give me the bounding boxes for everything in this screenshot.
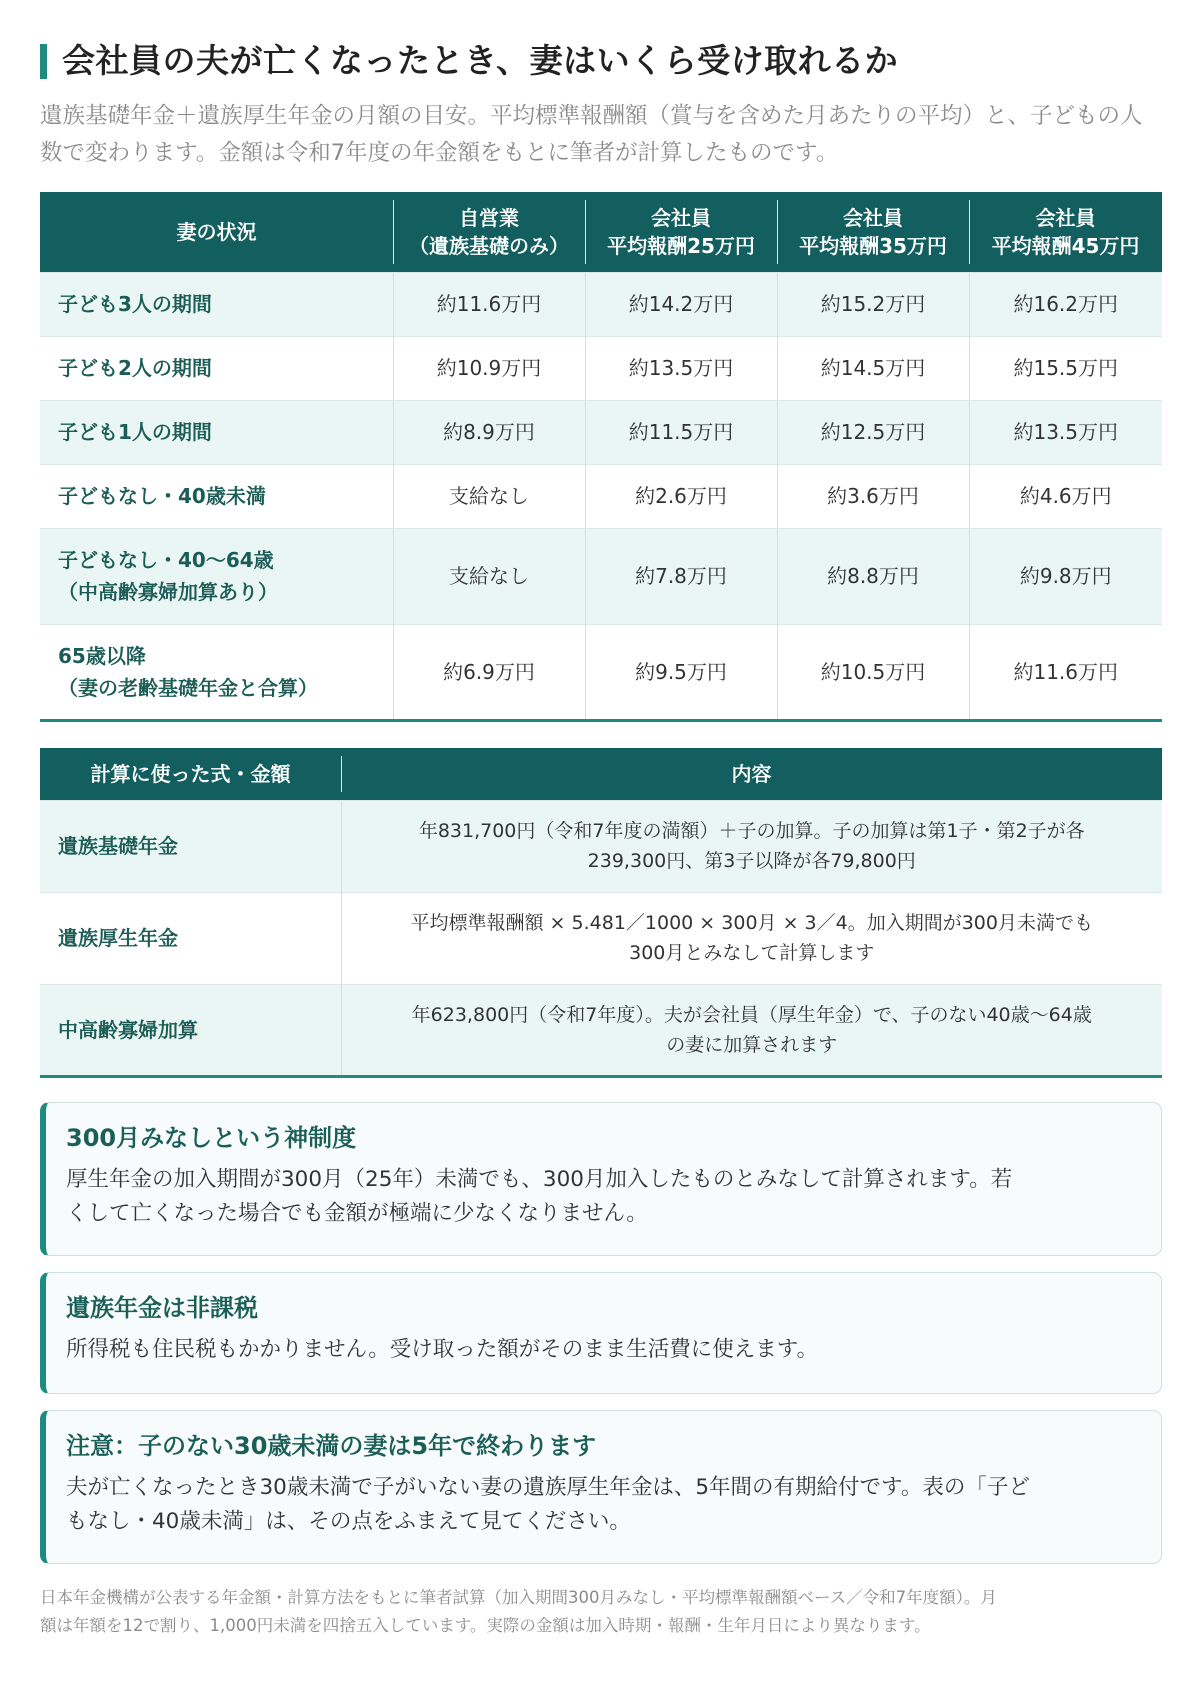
pension-amount-table: [40, 192, 1162, 722]
table-row: [40, 984, 1162, 1076]
table-cell: 約8.9万円: [393, 400, 585, 464]
row-label-text: 子ども3人の期間: [58, 292, 212, 316]
cell-text-line: 300月とみなして計算します: [629, 942, 875, 964]
title-accent-bar: [40, 44, 47, 79]
card-body-line: もなし・40歳未満」は、その点をふまえて見てください。: [66, 1509, 631, 1534]
column-header-wife-status: [40, 192, 393, 272]
table-cell: 約4.6万円: [969, 464, 1162, 528]
row-label: [40, 464, 393, 528]
page-title: 会社員の夫が亡くなったとき、妻はいくら受け取れるか: [62, 41, 899, 80]
footnote-line: 額は年額を12で割り、1,000円未満を四捨五入しています。実際の金額は加入時期・報酬・生年月日により異なります。: [40, 1616, 931, 1635]
column-header-sublabel: 平均報酬35万円: [799, 233, 947, 258]
table-cell: 約14.2万円: [585, 272, 777, 336]
cell-text-line: 年831,700円（令和7年度の満額）＋子の加算。子の加算は第1子・第2子が各: [418, 820, 1085, 842]
card-body: [66, 1471, 1139, 1539]
info-card-tax-free: [40, 1272, 1162, 1394]
row-label: [40, 400, 393, 464]
row-label: [40, 528, 393, 624]
cell-text-line: 平均標準報酬額 × 5.481／1000 × 300月 × 3／4。加入期間が300月未満でも: [410, 912, 1093, 934]
table-cell: [341, 892, 1162, 984]
table-row: [40, 528, 1162, 624]
table-row: [40, 624, 1162, 720]
table-cell: 約10.9万円: [393, 336, 585, 400]
table-cell: 約8.8万円: [777, 528, 969, 624]
table-header-row: [40, 748, 1162, 800]
table-cell: 約6.9万円: [393, 624, 585, 720]
table-cell: 約9.8万円: [969, 528, 1162, 624]
table-row: [40, 336, 1162, 400]
info-card-300-months: [40, 1102, 1162, 1256]
table-cell: 約12.5万円: [777, 400, 969, 464]
column-header-label: 自営業: [459, 205, 519, 230]
column-header-formula: 計算に使った式・金額: [40, 748, 341, 800]
row-label-text: 子ども2人の期間: [58, 356, 212, 380]
table-cell: 約11.6万円: [393, 272, 585, 336]
column-header-employee-35: [777, 192, 969, 272]
table-row: [40, 464, 1162, 528]
table-row: [40, 892, 1162, 984]
column-header-label: 会社員: [1035, 205, 1096, 230]
table-cell: [341, 984, 1162, 1076]
footnote-line: 日本年金機構が公表する年金額・計算方法をもとに筆者試算（加入期間300月みなし・平均標準報酬額ベース／令和7年度額）。月: [40, 1588, 997, 1607]
column-header-sublabel: 平均報酬25万円: [607, 233, 755, 258]
row-label: 遺族基礎年金: [40, 800, 341, 892]
table-cell: 約13.5万円: [585, 336, 777, 400]
table-cell: 約11.6万円: [969, 624, 1162, 720]
table-cell: 支給なし: [393, 528, 585, 624]
card-body-line: 夫が亡くなったとき30歳未満で子がいない妻の遺族厚生年金は、5年間の有期給付です。表の「子ど: [66, 1475, 1030, 1500]
row-label: [40, 336, 393, 400]
table-row: [40, 400, 1162, 464]
column-header-sublabel: （遺族基礎のみ）: [409, 233, 569, 258]
table-cell: 約15.5万円: [969, 336, 1162, 400]
row-label: 遺族厚生年金: [40, 892, 341, 984]
table-header-row: [40, 192, 1162, 272]
calculation-formula-table: [40, 748, 1162, 1078]
column-header-label: 妻の状況: [176, 219, 257, 244]
column-header-self-employed: [393, 192, 585, 272]
column-header-label: 会社員: [651, 205, 711, 230]
column-header-employee-25: [585, 192, 777, 272]
card-body-line: くして亡くなった場合でも金額が極端に少なくなりません。: [66, 1201, 648, 1226]
row-label-text: 子ども1人の期間: [58, 420, 212, 444]
table-cell: 支給なし: [393, 464, 585, 528]
card-title: 300月みなしという神制度: [66, 1124, 357, 1152]
row-label-text: 65歳以降: [58, 643, 146, 668]
column-header-content: 内容: [341, 748, 1162, 800]
table-cell: 約10.5万円: [777, 624, 969, 720]
table-cell: 約2.6万円: [585, 464, 777, 528]
table-cell: 約11.5万円: [585, 400, 777, 464]
table-row: [40, 272, 1162, 336]
table-cell: 約7.8万円: [585, 528, 777, 624]
table-cell: 約9.5万円: [585, 624, 777, 720]
column-header-label: 会社員: [843, 205, 903, 230]
table-cell: [341, 800, 1162, 892]
table-cell: 約13.5万円: [969, 400, 1162, 464]
cell-text-line: の妻に加算されます: [666, 1033, 838, 1056]
card-body-line: 厚生年金の加入期間が300月（25年）未満でも、300月加入したものとみなして計算されます。若: [66, 1167, 1013, 1192]
cell-text-line: 239,300円、第3子以降が各79,800円: [587, 850, 916, 872]
row-label-text: 子どもなし・40〜64歳: [58, 548, 274, 572]
page-subtitle: 遺族基礎年金＋遺族厚生年金の月額の目安。平均標準報酬額（賞与を含めた月あたりの平均）と、子どもの人数で変わります。金額は令和7年度の年金額をもとに筆者が計算したものです。: [40, 103, 1143, 166]
row-label: 中高齢寡婦加算: [40, 984, 341, 1076]
card-title: 遺族年金は非課税: [66, 1294, 258, 1322]
info-card-caution: [40, 1410, 1162, 1564]
card-body: [66, 1333, 1139, 1367]
footnote: [40, 1584, 1162, 1640]
cell-text-line: 年623,800円（令和7年度）。夫が会社員（厚生年金）で、子のない40歳〜64歳: [411, 1003, 1092, 1026]
card-body: [66, 1163, 1139, 1231]
table-row: [40, 800, 1162, 892]
card-body-line: 所得税も住民税もかかりません。受け取った額がそのまま生活費に使えます。: [66, 1337, 819, 1362]
row-label-subtext: （中高齢寡婦加算あり）: [58, 580, 278, 604]
column-header-sublabel: 平均報酬45万円: [991, 233, 1140, 258]
column-header-employee-45: [969, 192, 1162, 272]
row-label-text: 子どもなし・40歳未満: [58, 484, 266, 508]
table-cell: 約14.5万円: [777, 336, 969, 400]
row-label-subtext: （妻の老齢基礎年金と合算）: [58, 675, 318, 700]
table-cell: 約16.2万円: [969, 272, 1162, 336]
row-label: [40, 272, 393, 336]
row-label: [40, 624, 393, 720]
table-cell: 約15.2万円: [777, 272, 969, 336]
card-title: 注意：子のない30歳未満の妻は5年で終わります: [66, 1432, 597, 1460]
table-cell: 約3.6万円: [777, 464, 969, 528]
page-title-block: [40, 40, 1162, 82]
